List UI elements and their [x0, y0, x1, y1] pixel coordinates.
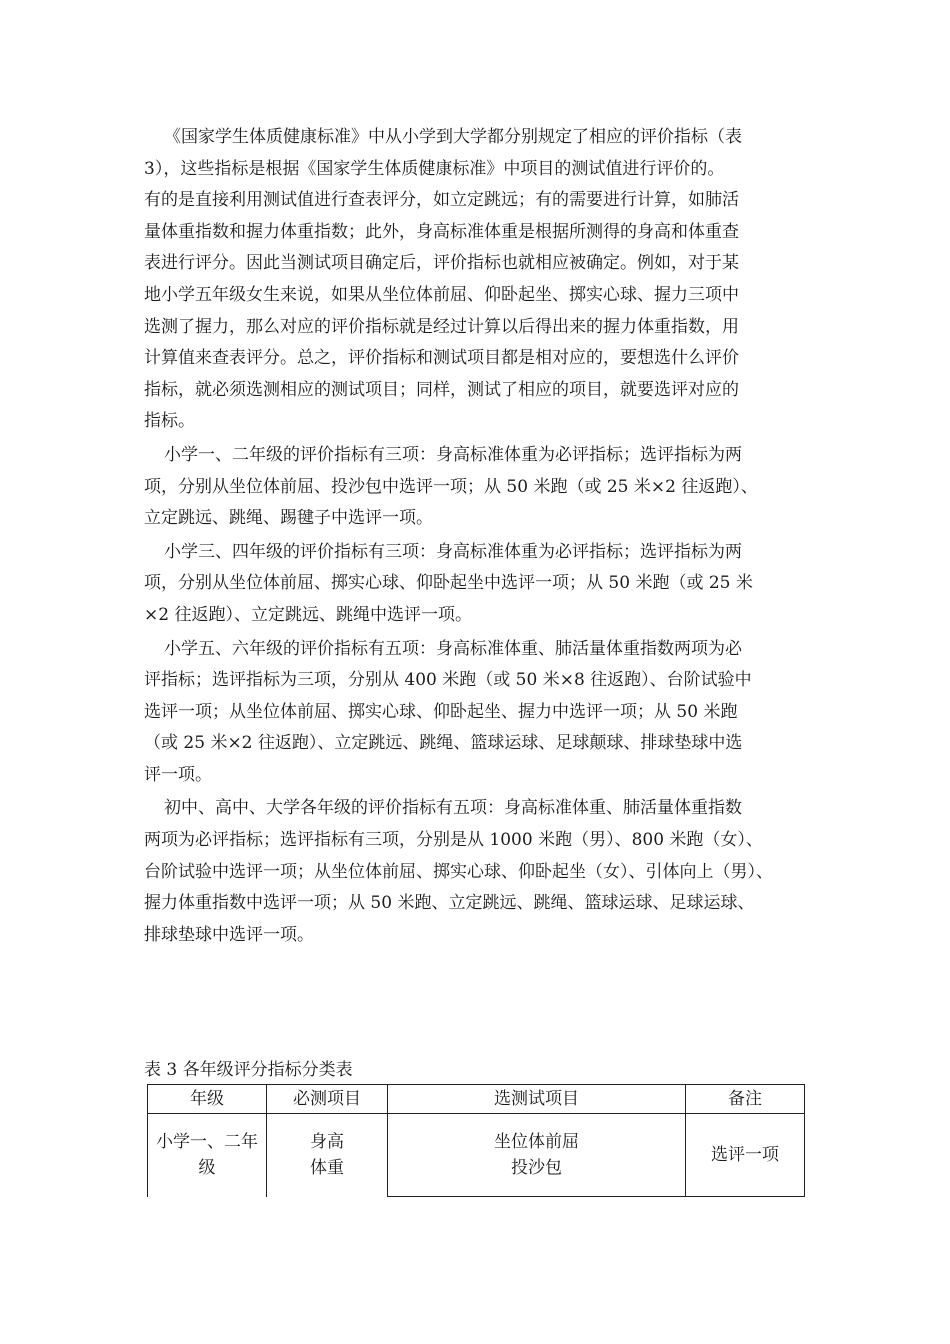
paragraph-line: 立定跳远、跳绳、踢毽子中选评一项。 — [144, 508, 433, 529]
paragraph-line: 指标，就必须选测相应的测试项目；同样，测试了相应的项目，就要选评对应的 — [144, 379, 739, 400]
paragraph-line: ×2 往返跑）、立定跳远、跳绳中选评一项。 — [144, 604, 472, 625]
cell-line: 坐位体前屈 — [494, 1132, 579, 1152]
paragraph-line: 项，分别从坐位体前屈、掷实心球、仰卧起坐中选评一项；从 50 米跑（或 25 米 — [144, 573, 753, 594]
table-header-row — [148, 1085, 805, 1114]
required-cell — [267, 1114, 388, 1197]
paragraph-line: 小学五、六年级的评价指标有五项：身高标准体重、肺活量体重指数两项为必 — [164, 638, 742, 659]
table-row — [148, 1114, 805, 1197]
header-cell: 必测项目 — [267, 1085, 388, 1114]
cell-line: 体重 — [310, 1158, 344, 1179]
paragraph-line: （或 25 米×2 往返跑）、立定跳远、跳绳、篮球运球、足球颠球、排球垫球中选 — [144, 733, 743, 754]
paragraph-line: 表进行评分。因此当测试项目确定后，评价指标也就相应被确定。例如，对于某 — [144, 253, 739, 274]
table-caption: 表 3 各年级评分指标分类表 — [144, 1060, 353, 1080]
paragraph-line: 《国家学生体质健康标准》中从小学到大学都分别规定了相应的评价指标（表 — [164, 127, 742, 147]
header-cell: 选测试项目 — [388, 1085, 686, 1114]
header-cell: 年级 — [148, 1085, 267, 1114]
paragraph-line: 小学一、二年级的评价指标有三项：身高标准体重为必评指标；选评指标为两 — [164, 444, 742, 465]
paragraph-line: 选评一项；从坐位体前屈、掷实心球、仰卧起坐、握力中选评一项；从 50 米跑 — [144, 701, 738, 722]
cell-line: 级 — [198, 1158, 216, 1179]
paragraph-line: 两项为必评指标；选评指标有三项，分别是从 1000 米跑（男）、800 米跑（女）、 — [144, 830, 763, 851]
paragraph-line: 评一项。 — [144, 764, 212, 785]
paragraph-line: 计算值来查表评分。总之，评价指标和测试项目都是相对应的，要想选什么评价 — [144, 348, 739, 369]
paragraph-line: 初中、高中、大学各年级的评价指标有五项：身高标准体重、肺活量体重指数 — [164, 798, 742, 819]
cell-line: 投沙包 — [511, 1158, 562, 1178]
note-cell: 选评一项 — [686, 1114, 805, 1197]
paragraph-line: 台阶试验中选评一项；从坐位体前屈、掷实心球、仰卧起坐（女）、引体向上（男）、 — [144, 861, 773, 882]
body-text — [144, 122, 810, 951]
paragraph-line: 3），这些指标是根据《国家学生体质健康标准》中项目的测试值进行评价的。 — [144, 158, 725, 179]
paragraph-line: 量体重指数和握力体重指数；此外，身高标准体重是根据所测得的身高和体重查 — [144, 221, 739, 242]
paragraph-line: 指标。 — [144, 411, 195, 432]
paragraph-line: 握力体重指数中选评一项；从 50 米跑、立定跳远、跳绳、篮球运球、足球运球、 — [144, 893, 755, 914]
paragraph-line: 选测了握力，那么对应的评价指标就是经过计算以后得出来的握力体重指数，用 — [144, 316, 739, 337]
cell-line: 身高 — [310, 1132, 344, 1153]
paragraph-line: 排球垫球中选评一项。 — [144, 924, 314, 945]
paragraph-line: 小学三、四年级的评价指标有三项：身高标准体重为必评指标；选评指标为两 — [164, 541, 742, 562]
paragraph-line: 评指标；选评指标为三项，分别从 400 米跑（或 50 米×8 往返跑）、台阶试验中 — [144, 670, 752, 691]
grade-index-table — [147, 1084, 805, 1197]
optional-cell — [388, 1114, 686, 1197]
paragraph-line: 项，分别从坐位体前屈、投沙包中选评一项；从 50 米跑（或 25 米×2 往返跑）、 — [144, 476, 758, 497]
cell-line: 小学一、二年 — [156, 1132, 258, 1153]
paragraph-line: 有的是直接利用测试值进行查表评分，如立定跳远；有的需要进行计算，如肺活 — [144, 190, 739, 211]
paragraph-line: 地小学五年级女生来说，如果从坐位体前屈、仰卧起坐、掷实心球、握力三项中 — [144, 284, 739, 305]
grade-cell — [148, 1114, 267, 1197]
header-cell: 备注 — [686, 1085, 805, 1114]
